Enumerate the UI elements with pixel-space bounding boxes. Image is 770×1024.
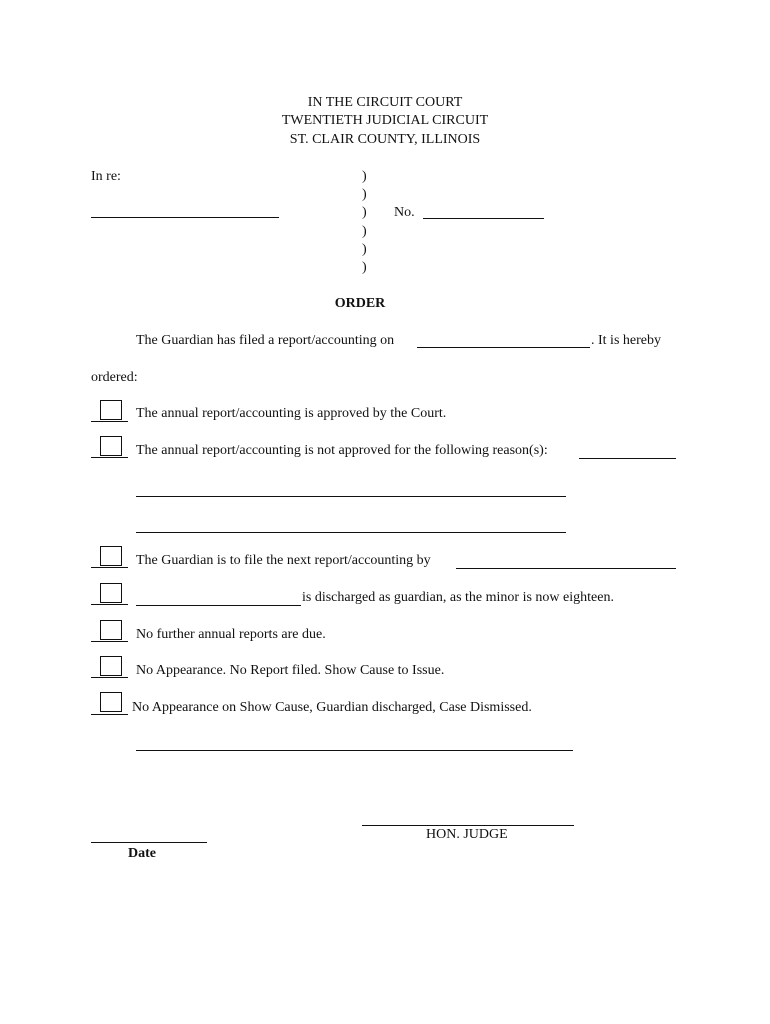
not-approved-checkbox[interactable] (100, 436, 122, 456)
additional-order-blank[interactable] (136, 750, 573, 751)
date-label: Date (128, 846, 156, 861)
checkbox-underline (91, 604, 128, 605)
caption-paren: ) (362, 169, 367, 184)
filing-date-blank[interactable] (417, 347, 590, 348)
checkbox-underline (91, 677, 128, 678)
caption-paren: ) (362, 187, 367, 202)
checkbox-underline (91, 567, 128, 568)
ordered-label: ordered: (91, 370, 138, 385)
reason-blank[interactable] (579, 458, 676, 459)
not-approved-option-text: The annual report/accounting is not approved for the following reason(s): (136, 443, 548, 458)
caption-paren: ) (362, 224, 367, 239)
no-further-reports-checkbox[interactable] (100, 620, 122, 640)
no-appearance-text: No Appearance. No Report filed. Show Cause to Issue. (136, 663, 445, 678)
guardian-name-blank[interactable] (136, 605, 301, 606)
caption-paren: ) (362, 205, 367, 220)
discharged-checkbox[interactable] (100, 583, 122, 603)
intro-text: The Guardian has filed a report/accounting on (136, 333, 395, 348)
next-report-checkbox[interactable] (100, 546, 122, 566)
no-appearance-dismissed-text: No Appearance on Show Cause, Guardian discharged, Case Dismissed. (132, 700, 532, 715)
approved-option-text: The annual report/accounting is approved by the Court. (136, 406, 447, 421)
caption-paren: ) (362, 242, 367, 257)
judicial-circuit: TWENTIETH JUDICIAL CIRCUIT (281, 113, 489, 128)
no-further-reports-text: No further annual reports are due. (136, 627, 326, 642)
next-report-option-text: The Guardian is to file the next report/accounting by (136, 553, 431, 568)
date-line[interactable] (91, 842, 207, 843)
checkbox-underline (91, 457, 128, 458)
party-name-blank[interactable] (91, 217, 279, 218)
county-state: ST. CLAIR COUNTY, ILLINOIS (289, 132, 481, 147)
checkbox-underline (91, 641, 128, 642)
next-report-date-blank[interactable] (456, 568, 676, 569)
judge-label: HON. JUDGE (426, 827, 508, 842)
court-name: IN THE CIRCUIT COURT (307, 95, 463, 110)
order-title: ORDER (334, 296, 386, 311)
discharged-option-text: is discharged as guardian, as the minor is now eighteen. (302, 590, 614, 605)
no-appearance-dismissed-checkbox[interactable] (100, 692, 122, 712)
no-appearance-checkbox[interactable] (100, 656, 122, 676)
intro-suffix: . It is hereby (591, 333, 661, 348)
case-number-label: No. (394, 205, 415, 220)
judge-signature-line[interactable] (362, 825, 574, 826)
caption-paren: ) (362, 260, 367, 275)
case-number-blank[interactable] (423, 218, 544, 219)
checkbox-underline (91, 714, 128, 715)
approved-checkbox[interactable] (100, 400, 122, 420)
checkbox-underline (91, 421, 128, 422)
reason-blank-line-3[interactable] (136, 532, 566, 533)
reason-blank-line-2[interactable] (136, 496, 566, 497)
in-re-label: In re: (91, 169, 121, 184)
